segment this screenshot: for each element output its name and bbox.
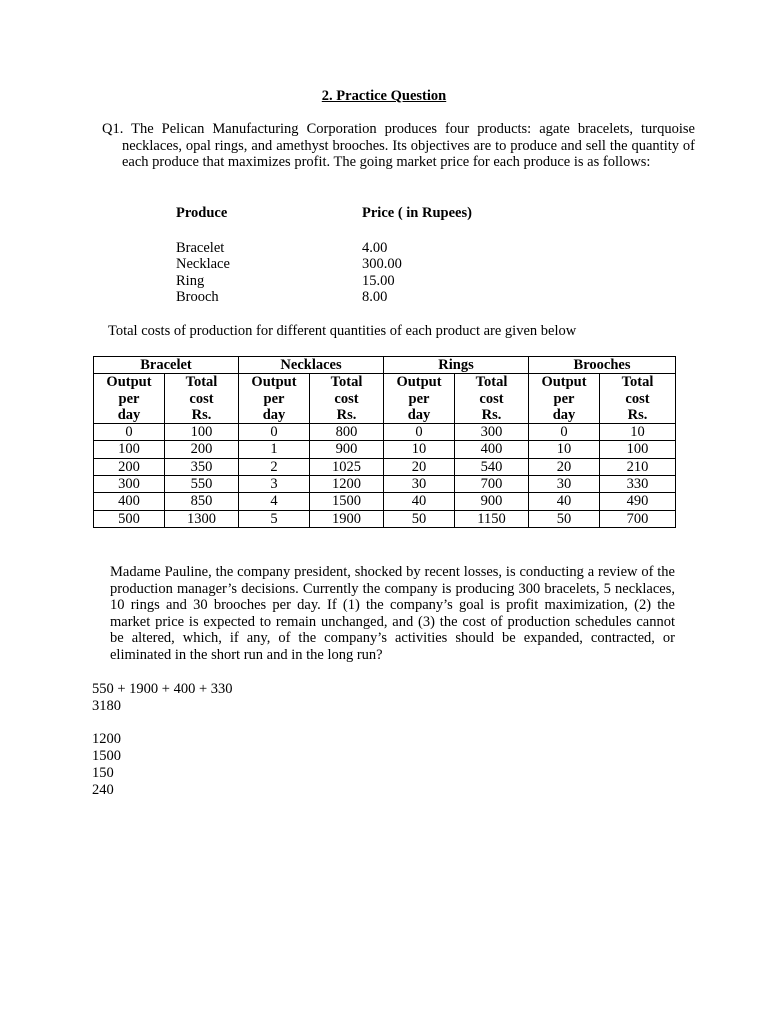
- price-row: [176, 273, 472, 290]
- produce-name: Ring: [176, 272, 205, 289]
- group-header-rings: Rings: [384, 357, 529, 374]
- table-cell: 30: [529, 476, 600, 493]
- produce-name: Brooch: [176, 289, 219, 306]
- note-value: 1500: [92, 748, 121, 765]
- table-cell: 20: [384, 458, 455, 475]
- output-header: Output per day: [239, 374, 310, 424]
- produce-price: 4.00: [362, 239, 388, 256]
- table-cell: 0: [384, 424, 455, 441]
- group-header-necklaces: Necklaces: [239, 357, 384, 374]
- total-cost-intro: Total costs of production for different quantities of each product are given below: [108, 323, 577, 339]
- note-value: 1200: [92, 731, 121, 748]
- table-cell: 1300: [165, 510, 239, 527]
- question-text: Q1. The Pelican Manufacturing Corporation produces four products: agate bracelets, turquoise necklaces, opal rings, and amethyst brooches. Its objectives are to produce and sell the quantity of each produce that maximizes profit. The going market price for each produce is as follows:: [102, 121, 695, 171]
- table-cell: 10: [384, 441, 455, 458]
- table-row: [94, 458, 676, 475]
- table-cell: 4: [239, 493, 310, 510]
- table-cell: 900: [310, 441, 384, 458]
- price-row: [176, 240, 472, 257]
- table-cell: 550: [165, 476, 239, 493]
- table-cell: 5: [239, 510, 310, 527]
- table-row: [94, 476, 676, 493]
- produce-price: 300.00: [362, 256, 402, 273]
- table-cell: 1: [239, 441, 310, 458]
- sum-total: 3180: [92, 697, 121, 714]
- group-header-brooches: Brooches: [529, 357, 676, 374]
- group-header-bracelet: Bracelet: [94, 357, 239, 374]
- produce-price: 8.00: [362, 289, 388, 306]
- table-row: [94, 493, 676, 510]
- table-cell: 700: [455, 476, 529, 493]
- cost-table: [93, 356, 676, 528]
- table-cell: 100: [165, 424, 239, 441]
- table-row: [94, 424, 676, 441]
- table-cell: 40: [529, 493, 600, 510]
- table-cell: 1025: [310, 458, 384, 475]
- handwritten-notes: [92, 681, 392, 799]
- output-header: Output per day: [529, 374, 600, 424]
- produce-header: Produce: [176, 205, 228, 221]
- table-cell: 40: [384, 493, 455, 510]
- table-cell: 400: [94, 493, 165, 510]
- cost-header: Total cost Rs.: [455, 374, 529, 424]
- page-title: 2. Practice Question: [321, 88, 447, 104]
- table-cell: 700: [600, 510, 676, 527]
- output-header: Output per day: [94, 374, 165, 424]
- table-cell: 100: [600, 441, 676, 458]
- table-cell: 500: [94, 510, 165, 527]
- table-cell: 1500: [310, 493, 384, 510]
- table-cell: 0: [239, 424, 310, 441]
- table-cell: 330: [600, 476, 676, 493]
- cost-header: Total cost Rs.: [165, 374, 239, 424]
- table-cell: 850: [165, 493, 239, 510]
- cost-header: Total cost Rs.: [310, 374, 384, 424]
- table-cell: 300: [94, 476, 165, 493]
- table-cell: 30: [384, 476, 455, 493]
- table-cell: 300: [455, 424, 529, 441]
- table-cell: 0: [529, 424, 600, 441]
- table-cell: 10: [600, 424, 676, 441]
- price-table: [176, 205, 472, 306]
- output-header: Output per day: [384, 374, 455, 424]
- price-row: [176, 289, 472, 306]
- table-cell: 200: [165, 441, 239, 458]
- scenario-text: Madame Pauline, the company president, shocked by recent losses, is conducting a review of the production manager’s decisions. Currently the company is producing 300 bracelets, 5 necklaces, 10 rings and 30 brooches per day. If (1) the company’s goal is profit maximization, (2) the market price is expected to remain unchanged, and (3) the cost of production schedules cannot be altered, which, if any, of the company’s activities should be expanded, contracted, or eliminated in the short run and in the long run?: [110, 564, 675, 663]
- produce-price: 15.00: [362, 272, 395, 289]
- table-cell: 1900: [310, 510, 384, 527]
- price-header: Price ( in Rupees): [362, 205, 472, 221]
- table-row: [94, 441, 676, 458]
- produce-name: Necklace: [176, 256, 230, 273]
- table-cell: 490: [600, 493, 676, 510]
- table-cell: 200: [94, 458, 165, 475]
- produce-name: Bracelet: [176, 239, 225, 256]
- price-row: [176, 256, 472, 273]
- table-cell: 50: [384, 510, 455, 527]
- sum-expression: 550 + 1900 + 400 + 330: [92, 681, 233, 697]
- table-cell: 900: [455, 493, 529, 510]
- note-value: 150: [92, 764, 114, 781]
- table-cell: 2: [239, 458, 310, 475]
- cost-header: Total cost Rs.: [600, 374, 676, 424]
- table-cell: 210: [600, 458, 676, 475]
- table-cell: 50: [529, 510, 600, 527]
- table-cell: 100: [94, 441, 165, 458]
- note-value: 240: [92, 781, 114, 798]
- table-cell: 1200: [310, 476, 384, 493]
- table-cell: 1150: [455, 510, 529, 527]
- table-cell: 0: [94, 424, 165, 441]
- table-row: [94, 510, 676, 527]
- table-cell: 3: [239, 476, 310, 493]
- table-cell: 10: [529, 441, 600, 458]
- table-cell: 800: [310, 424, 384, 441]
- table-cell: 540: [455, 458, 529, 475]
- table-cell: 400: [455, 441, 529, 458]
- table-cell: 350: [165, 458, 239, 475]
- table-cell: 20: [529, 458, 600, 475]
